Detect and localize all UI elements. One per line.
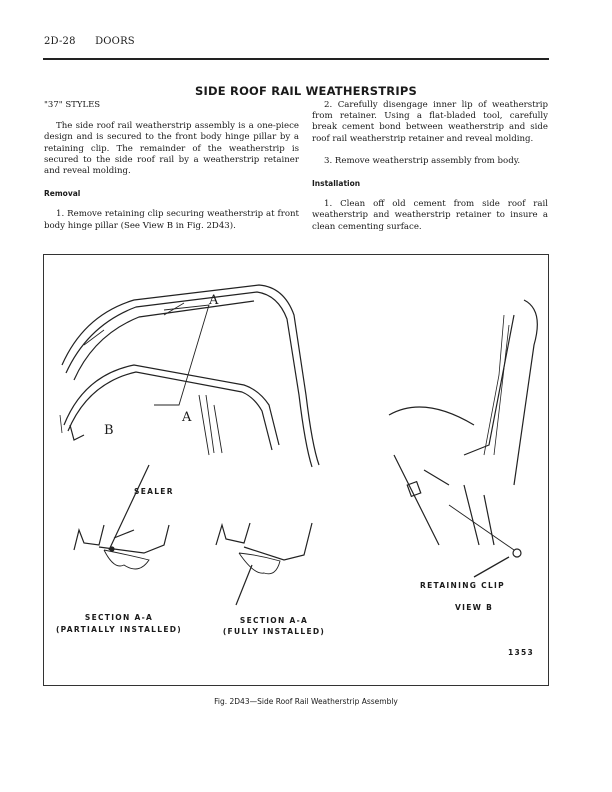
removal-step-3: 3. Remove weatherstrip assembly from body. xyxy=(324,155,521,166)
section-partial-subtitle: (PARTIALLY INSTALLED) xyxy=(55,625,183,634)
view-b-label: VIEW B xyxy=(455,603,494,612)
right-column xyxy=(312,100,548,244)
label-a-bottom: A xyxy=(182,410,192,425)
page-number: 2D-28 xyxy=(44,36,76,47)
installation-heading: Installation xyxy=(312,179,361,189)
section-partial-title: SECTION A-A xyxy=(84,613,154,622)
view-b-drawing xyxy=(389,300,537,577)
running-header xyxy=(44,36,151,47)
left-column xyxy=(44,100,299,243)
label-a-top: A xyxy=(209,293,219,308)
removal-heading: Removal xyxy=(44,189,81,199)
section-partially-installed-drawing xyxy=(74,465,169,569)
section-name: DOORS xyxy=(95,36,135,47)
section-full-title: SECTION A-A xyxy=(239,616,309,625)
retaining-clip-label: RETAINING CLIP xyxy=(420,581,505,590)
sealer-label: SEALER xyxy=(134,487,174,496)
label-b: B xyxy=(104,423,114,438)
removal-step-2: 2. Carefully disengage inner lip of weatherstrip from retainer. Using a flat-bladed tool, carefully break cement bond between weatherstrip and side roof rail weatherstrip retainer and reveal molding. xyxy=(312,100,548,144)
figure-caption: Fig. 2D43—Side Roof Rail Weatherstrip Assembly xyxy=(214,697,398,706)
removal-step-1: 1. Remove retaining clip securing weatherstrip at front body hinge pillar (See View B in Fig. 2D43). xyxy=(44,209,299,231)
section-full-subtitle: (FULLY INSTALLED) xyxy=(222,627,326,636)
header-rule xyxy=(43,58,549,60)
page-title: SIDE ROOF RAIL WEATHERSTRIPS xyxy=(195,84,417,98)
intro-paragraph: The side roof rail weatherstrip assembly is a one-piece design and is secured to the front body hinge pillar by a retaining clip. The remainder of the weatherstrip is secured to the side roof rail by a weatherstrip retainer and reveal molding. xyxy=(44,121,299,177)
figure-id: 1353 xyxy=(508,648,535,657)
section-fully-installed-drawing xyxy=(216,523,312,605)
styles-heading: "37" STYLES xyxy=(44,100,101,110)
figure-2d43 xyxy=(43,254,549,686)
roof-rail-drawing xyxy=(60,285,319,467)
installation-step-1: 1. Clean off old cement from side roof rail weatherstrip and weatherstrip retainer to insure a clean cementing surface. xyxy=(312,199,548,232)
